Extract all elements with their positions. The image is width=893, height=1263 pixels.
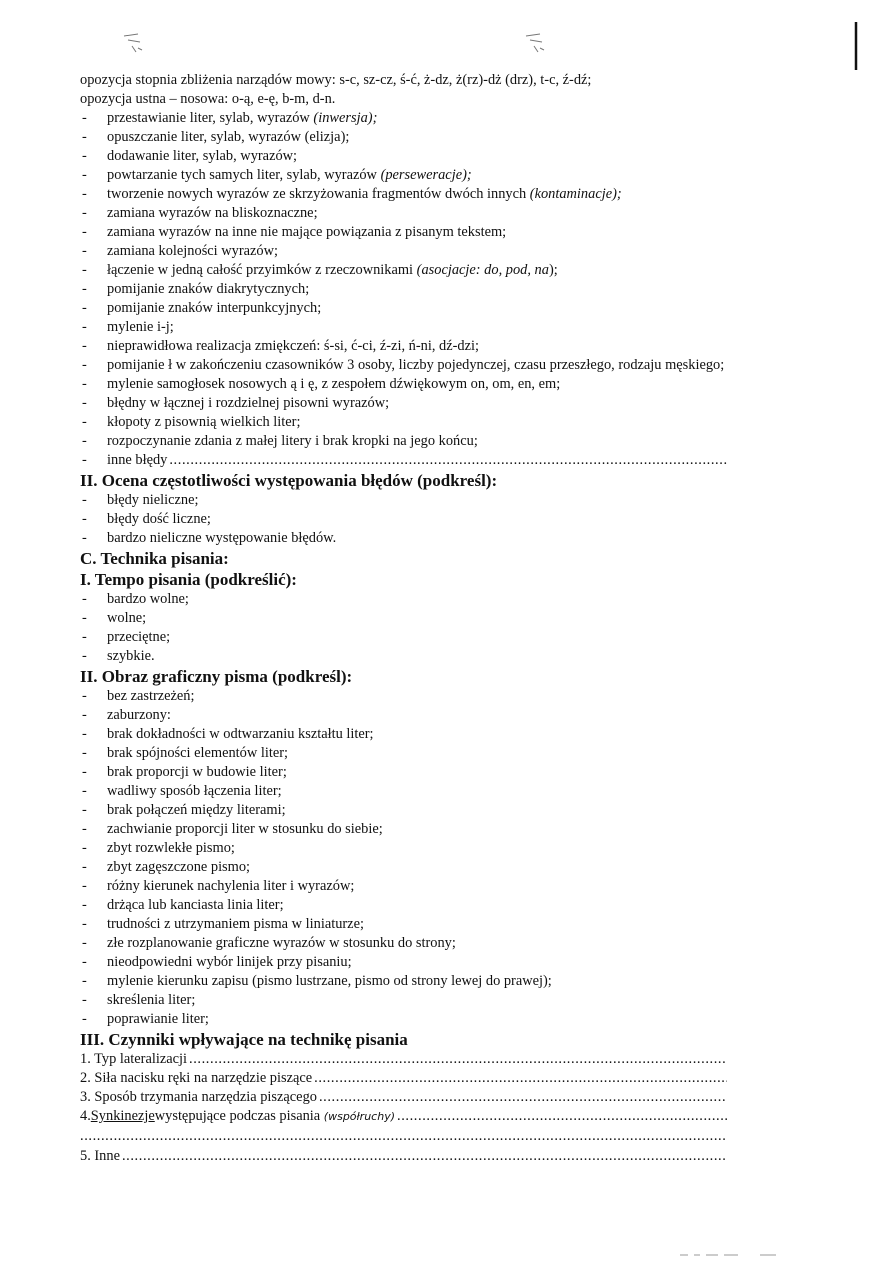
factors-list [80,1050,800,1166]
dotted-fill-line [80,1127,727,1146]
factor-line: 3. Sposób trzymania narzędzia piszącego ..... [80,1088,727,1107]
list-item: - mylenie kierunku zapisu (pismo lustrzane, pismo od strony lewej do prawej); [82,973,552,989]
list-item: - błędny w łącznej i rozdzielnej pisowni wyrazów; [82,395,390,411]
scan-mark-center [524,30,550,58]
factor-line: 1. Typ lateralizacji ..... [80,1050,727,1069]
section-heading-handwriting: II. Obraz graficzny pisma (podkreśl): [80,667,353,686]
list-item: - bardzo wolne; [82,591,189,607]
list-item: - przeciętne; [82,629,171,645]
dotted-fill-line [397,1107,727,1126]
list-item: - zbyt zagęszczone pismo; [82,859,251,875]
list-item: - brak proporcji w budowie liter; [82,764,287,780]
list-item: - dodawanie liter, sylab, wyrazów; [82,148,298,164]
list-item: - bez zastrzeżeń; [82,688,195,704]
list-item: - pomijanie znaków interpunkcyjnych; [82,300,322,316]
dotted-fill-line [122,1147,727,1166]
factor-line: 5. Inne ..... [80,1147,727,1166]
list-item: - przestawianie liter, sylab, wyrazów (inwersja); [82,110,378,126]
list-item: - zamiana wyrazów na inne nie mające powiązania z pisanym tekstem; [82,224,507,240]
list-item: - powtarzanie tych samych liter, sylab, wyrazów (perseweracje); [82,167,472,183]
list-item: - brak połączeń między literami; [82,802,286,818]
dotted-fill-line [319,1088,727,1107]
list-item: - trudności z utrzymaniem pisma w liniaturze; [82,916,364,932]
scan-mark-bottom [680,1252,780,1258]
dotted-fill-line [189,1050,727,1069]
list-item: - błędy dość liczne; [82,511,211,527]
section-heading-technique: C. Technika pisania: [80,549,229,568]
list-item: - opuszczanie liter, sylab, wyrazów (elizja); [82,129,350,145]
list-item: - nieprawidłowa realizacja zmiękczeń: ś-si, ć-ci, ź-zi, ń-ni, dź-dzi; [82,338,479,354]
list-item: - łączenie w jedną całość przyimków z rzeczownikami (asocjacje: do, pod, na); [82,262,558,278]
handwriting-list [80,687,800,1029]
list-item: - poprawianie liter; [82,1011,209,1027]
list-item: - brak spójności elementów liter; [82,745,289,761]
list-item: - kłopoty z pisownią wielkich liter; [82,414,301,430]
list-item: - różny kierunek nachylenia liter i wyrazów; [82,878,355,894]
list-item: - złe rozplanowanie graficzne wyrazów w stosunku do strony; [82,935,456,951]
list-item: - zachwianie proporcji liter w stosunku do siebie; [82,821,383,837]
list-item: - zbyt rozwlekłe pismo; [82,840,235,856]
list-item: - wolne; [82,610,147,626]
opposition-line-1: opozycja stopnia zbliżenia narządów mowy: s-c, sz-cz, ś-ć, ż-dz, ż(rz)-dż (drz), t-c, ź-dź; [80,72,592,88]
handwritten-note: (współruchy) [323,1110,396,1123]
list-item: - zamiana wyrazów na bliskoznaczne; [82,205,318,221]
scan-mark-left [122,30,148,58]
dotted-fill-line [169,451,727,470]
list-item: - szybkie. [82,648,155,664]
list-item: - błędy nieliczne; [82,492,199,508]
list-item-wrapped: - pomijanie ł w zakończeniu czasowników 3 osoby, liczby pojedynczej, czasu przeszłego, rodzaju męskiego; [82,357,725,373]
list-item: - wadliwy sposób łączenia liter; [82,783,282,799]
list-item: - pomijanie znaków diakrytycznych; [82,281,310,297]
list-item: - zaburzony: [82,707,171,723]
list-item: - tworzenie nowych wyrazów ze skrzyżowania fragmentów dwóch innych (kontaminacje); [82,186,622,202]
list-item: - mylenie samogłosek nosowych ą i ę, z zespołem dźwiękowym on, om, en, em; [82,376,561,392]
list-item: - nieodpowiedni wybór linijek przy pisaniu; [82,954,352,970]
list-item-other-errors: - inne błędy ..... [80,451,800,470]
blank-dotted-line [80,1127,727,1146]
dotted-fill-line [314,1069,727,1088]
section-heading-tempo: I. Tempo pisania (podkreślić): [80,570,297,589]
factor-line-synkinezje: 4. Synkinezje występujące podczas pisania (współruchy) ..... [80,1107,727,1126]
list-item: - bardzo nieliczne występowanie błędów. [82,530,337,546]
synkinezje-word: Synkinezje [90,1108,155,1124]
error-list [80,109,800,470]
opposition-line-2: opozycja ustna – nosowa: o-ą, e-ę, b-m, d-n. [80,91,336,107]
document-content [80,71,800,1166]
scan-mark-right-edge [851,20,861,72]
tempo-list [80,590,800,666]
list-item: - drżąca lub kanciasta linia liter; [82,897,284,913]
list-item: - skreślenia liter; [82,992,196,1008]
list-item: - mylenie i-j; [82,319,174,335]
section-heading-frequency: II. Ocena częstotliwości występowania błędów (podkreśl): [80,471,498,490]
list-item: - brak dokładności w odtwarzaniu kształtu liter; [82,726,374,742]
factor-line: 2. Siła nacisku ręki na narzędzie piszące ..... [80,1069,727,1088]
frequency-list [80,491,800,548]
list-item: - zamiana kolejności wyrazów; [82,243,279,259]
section-heading-factors: III. Czynniki wpływające na technikę pisania [80,1030,408,1049]
list-item: - rozpoczynanie zdania z małej litery i brak kropki na jego końcu; [82,433,478,449]
